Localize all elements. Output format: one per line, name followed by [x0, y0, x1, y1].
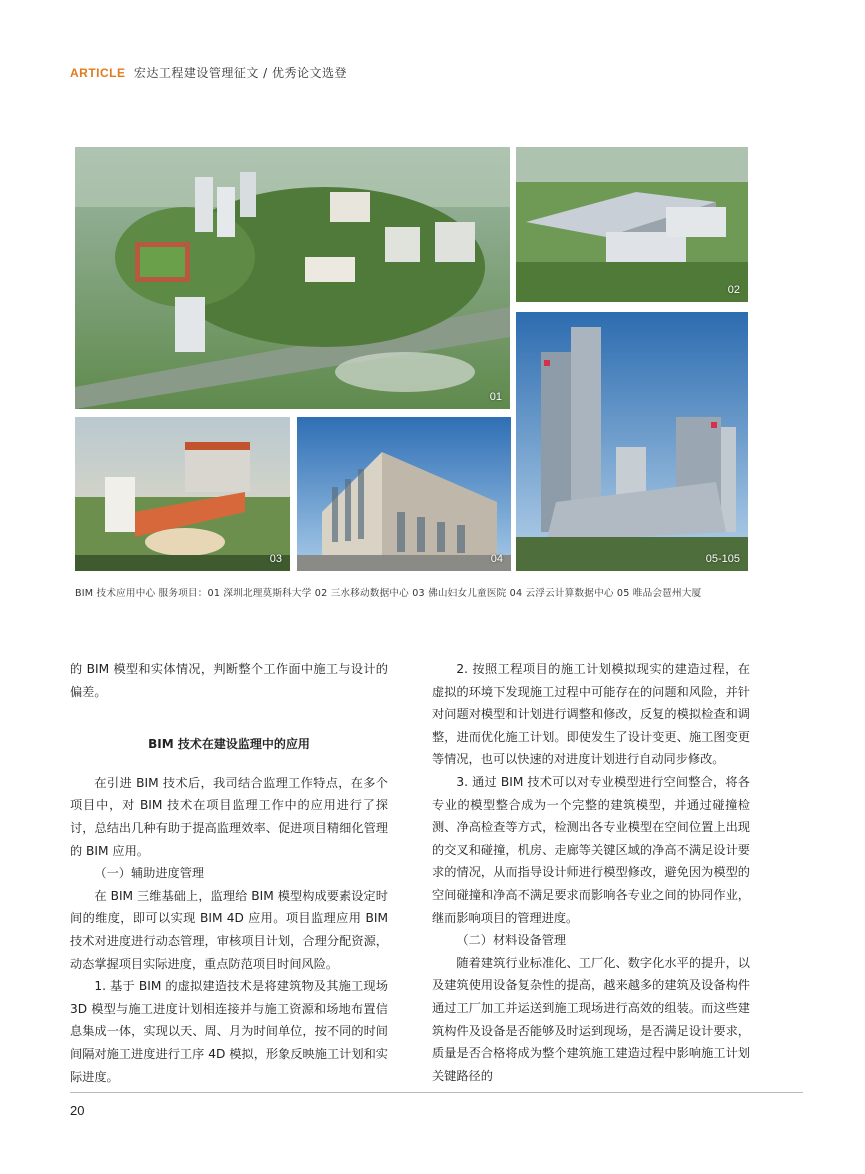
journal-title: 宏达工程建设管理征文 / 优秀论文选登: [133, 66, 348, 80]
figure-caption: BIM 技术应用中心 服务项目：01 深圳北理莫斯科大学 02 三水移动数据中心 03 佛山妇女儿童医院 04 云浮云计算数据中心 05 唯品会琶州大厦: [75, 588, 702, 599]
photo-number: 05-105: [705, 553, 740, 565]
photo-campus-aerial: [75, 147, 510, 409]
footer-divider: [70, 1092, 803, 1093]
photo-number: 02: [727, 284, 740, 296]
paragraph: 的 BIM 模型和实体情况，判断整个工作面中施工与设计的偏差。: [70, 662, 388, 699]
article-tag: ARTICLE: [70, 66, 126, 80]
paragraph: 2. 按照工程项目的施工计划模拟现实的建造过程，在虚拟的环境下发现施工过程中可能存在的问题和风险，并针对问题对模型和计划进行调整和修改，反复的模拟检查和调整，进而优化施工计划。即使发生了设计变更、施工图变更等情况，也可以快速的对进度计划进行自动同步修改。: [432, 662, 750, 767]
photo-hospital: [75, 417, 290, 571]
photo-highrise-tower: [516, 312, 748, 571]
paragraph: 在 BIM 三维基础上，监理给 BIM 模型构成要素设定时间的维度，即可以实现 BIM 4D 应用。项目监理应用 BIM 技术对进度进行动态管理，审核项目计划，合理分配资源，动态掌握项目实际进度，重点防范项目时间风险。: [70, 888, 388, 971]
photo-data-center: [516, 147, 748, 302]
photo-number: 04: [490, 553, 503, 565]
subsection-heading: （一）辅助进度管理: [94, 866, 205, 881]
section-heading: BIM 技术在建设监理中的应用: [148, 737, 310, 752]
photo-number: 01: [489, 391, 502, 403]
paragraph: 3. 通过 BIM 技术可以对专业模型进行空间整合，将各专业的模型整合成为一个完整的建筑模型，并通过碰撞检测、净高检查等方式，检测出各专业模型在空间位置上出现的交叉和碰撞，机房、走廊等关键区域的净高不满足设计要求的情况，从而指导设计师进行模型修改，避免因为模型的空间碰撞和净高不满足要求而影响各专业之间的协同作业，继而影响项目的管理进度。: [432, 774, 750, 925]
paragraph: 随着建筑行业标准化、工厂化、数字化水平的提升，以及建筑使用设备复杂性的提高，越来越多的建筑及设备构件通过工厂加工并运送到施工现场进行高效的组装。而这些建筑构件及设备是否能够及时运到现场，是否满足设计要求，质量是否合格将成为整个建筑施工建造过程中影响施工计划关键路径的: [432, 955, 750, 1083]
photo-number: 03: [269, 553, 282, 565]
subsection-heading: （二）材料设备管理: [456, 933, 567, 948]
right-column: [432, 658, 750, 1087]
left-column: [70, 658, 388, 1088]
paragraph: 1. 基于 BIM 的虚拟建造技术是将建筑物及其施工现场 3D 模型与施工进度计划相连接并与施工资源和场地布置信息集成一体，实现以天、周、月为时间单位，按不同的时间间隔对施工进度进行工序 4D 模拟，形象反映施工计划和实际进度。: [70, 979, 388, 1084]
page-number: 20: [70, 1103, 85, 1118]
photo-cloud-computing-center: [297, 417, 511, 571]
running-header: [70, 64, 347, 81]
paragraph: 在引进 BIM 技术后，我司结合监理工作特点，在多个项目中，对 BIM 技术在项目监理工作中的应用进行了探讨，总结出几种有助于提高监理效率、促进项目精细化管理的 BIM 应用。: [70, 775, 388, 858]
